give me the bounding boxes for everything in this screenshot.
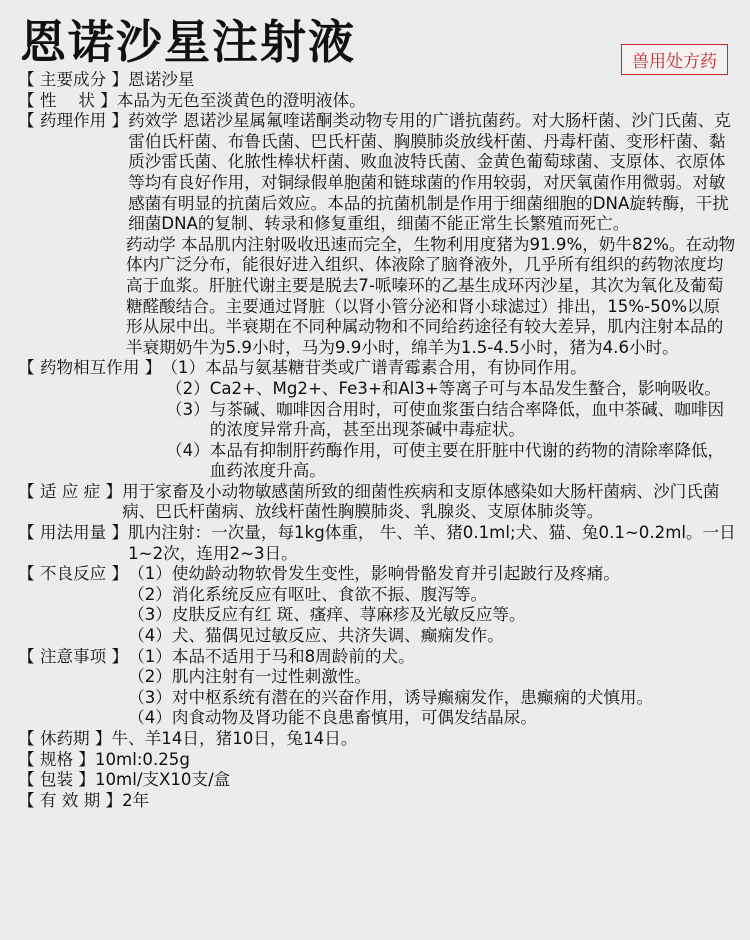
section-validity bbox=[18, 791, 736, 812]
item-text: 本品不适用于马和8周龄前的犬。 bbox=[171, 646, 415, 666]
pharmacology-label: 【 药理作用 】 bbox=[18, 111, 129, 131]
adverse-item bbox=[128, 585, 736, 606]
package-label: 【 包装 】 bbox=[18, 770, 95, 790]
interaction-item bbox=[166, 400, 736, 441]
pharmacokinetics-text: 药动学 本品肌内注射吸收迅速而完全，生物利用度猪为91.9%，奶牛82%。在动物体内广泛分布，能很好进入组织、体液除了脑脊液外，几乎所有组织的药物浓度均高于血浆。肝脏代谢主要是脱去7-哌嗪环的乙基生成环丙沙星，其次为氧化及葡萄糖醛酸结合。主要通过肾脏（以肾小管分泌和肾小球滤过）排出，15%-50%以原形从尿中出。半衰期在不同种属动物和不同给药途径有较大差异，肌内注射本品的半衰期奶牛为5.9小时，马为9.9小时，绵羊为1.5-4.5小时，猪为4.6小时。 bbox=[126, 234, 736, 357]
indication-label: 【 适 应 症 】 bbox=[18, 481, 123, 501]
dosage-label: 【 用法用量 】 bbox=[18, 523, 129, 543]
adverse-item bbox=[128, 605, 736, 626]
interaction-item bbox=[166, 441, 736, 482]
instructions bbox=[18, 70, 736, 811]
item-number: （3） bbox=[128, 605, 172, 625]
spec-text: 10ml:0.25g bbox=[94, 749, 190, 769]
item-number: （2） bbox=[166, 378, 210, 398]
item-number: （1） bbox=[128, 646, 172, 666]
adverse-items bbox=[128, 564, 736, 646]
item-number: （4） bbox=[166, 440, 210, 460]
section-ingredient bbox=[18, 70, 736, 91]
item-text: 本品有抑制肝药酶作用，可使主要在肝脏中代谢的药物的清除率降低，血药浓度升高。 bbox=[209, 440, 725, 481]
validity-label: 【 有 效 期 】 bbox=[18, 790, 123, 810]
adverse-label: 【 不良反应 】 bbox=[18, 564, 129, 584]
item-number: （1） bbox=[128, 564, 172, 584]
item-number: （1） bbox=[161, 358, 206, 378]
item-number: （2） bbox=[128, 584, 172, 604]
item-text: 使幼龄动物软骨发生变性，影响骨骼发育并引起跛行及疼痛。 bbox=[171, 564, 620, 584]
section-precaution bbox=[18, 647, 736, 729]
item-text: 犬、猫偶见过敏反应、共济失调、癫痫发作。 bbox=[171, 626, 504, 646]
item-text: 肉食动物及肾功能不良患畜慎用，可偶发结晶尿。 bbox=[171, 708, 537, 728]
interaction-item bbox=[161, 358, 736, 379]
interaction-items-cont bbox=[18, 379, 736, 482]
section-property bbox=[18, 91, 736, 112]
section-spec bbox=[18, 750, 736, 771]
section-adverse bbox=[18, 564, 736, 646]
withdrawal-label: 【 休药期 】 bbox=[18, 729, 112, 748]
package-text: 10ml/支X10支/盒 bbox=[94, 770, 231, 790]
precaution-item bbox=[128, 708, 736, 729]
interaction-items bbox=[161, 358, 736, 379]
ingredient-text: 恩诺沙星 bbox=[128, 70, 195, 89]
item-text: Ca2+、Mg2+、Fe3+和Al3+等离子可与本品发生螯合，影响吸收。 bbox=[209, 378, 721, 398]
section-indication bbox=[18, 482, 736, 523]
item-text: 本品与氨基糖苷类或广谱青霉素合用，有协同作用。 bbox=[205, 358, 587, 378]
section-dosage bbox=[18, 523, 736, 564]
spec-label: 【 规格 】 bbox=[18, 749, 95, 769]
item-text: 皮肤反应有红 斑、瘙痒、荨麻疹及光敏反应等。 bbox=[171, 605, 526, 625]
item-number: （3） bbox=[166, 399, 210, 419]
section-package bbox=[18, 770, 736, 791]
pharmacodynamics-text: 药效学 恩诺沙星属氟喹诺酮类动物专用的广谱抗菌药。对大肠杆菌、沙门氏菌、克雷伯氏杆菌、布鲁氏菌、巴氏杆菌、胸膜肺炎放线杆菌、丹毒杆菌、变形杆菌、黏质沙雷氏菌、化脓性棒状杆菌、败血波特氏菌、金黄色葡萄球菌、支原体、衣原体等均有良好作用，对铜绿假单胞菌和链球菌的作用较弱，对厌氧菌作用微弱。对敏感菌有明显的抗菌后效应。本品的抗菌机制是作用于细菌细胞的DNA旋转酶，干扰细菌DNA的复制、转录和修复重组，细菌不能正常生长繁殖而死亡。 bbox=[128, 111, 731, 234]
precaution-label: 【 注意事项 】 bbox=[18, 646, 129, 666]
precaution-item bbox=[128, 647, 736, 668]
item-text: 肌内注射有一过性刺激性。 bbox=[171, 667, 371, 687]
ingredient-label: 【 主要成分 】 bbox=[18, 70, 129, 89]
section-interaction bbox=[18, 358, 736, 379]
precaution-items bbox=[128, 647, 736, 729]
item-number: （3） bbox=[128, 687, 172, 707]
precaution-item bbox=[128, 667, 736, 688]
item-number: （2） bbox=[128, 667, 172, 687]
product-title: 恩诺沙星注射液 bbox=[20, 15, 356, 69]
validity-text: 2年 bbox=[122, 790, 150, 810]
precaution-item bbox=[128, 688, 736, 709]
indication-text: 用于家畜及小动物敏感菌所致的细菌性疾病和支原体感染如大肠杆菌病、沙门氏菌病、巴氏杆菌病、放线杆菌性胸膜肺炎、乳腺炎、支原体肺炎等。 bbox=[122, 481, 720, 522]
adverse-item bbox=[128, 564, 736, 585]
item-number: （4） bbox=[128, 626, 172, 646]
section-withdrawal bbox=[18, 729, 736, 750]
item-number: （4） bbox=[128, 708, 172, 728]
pharmacology-body bbox=[128, 111, 736, 235]
section-pharmacology bbox=[18, 111, 736, 235]
item-text: 与茶碱、咖啡因合用时，可使血浆蛋白结合率降低，血中茶碱、咖啡因的浓度异常升高，甚至出现茶碱中毒症状。 bbox=[209, 399, 725, 440]
withdrawal-text: 牛、羊14日，猪10日，兔14日。 bbox=[111, 729, 358, 748]
property-label: 【 性 状 】 bbox=[18, 90, 117, 110]
property-text: 本品为无色至淡黄色的澄明液体。 bbox=[116, 90, 366, 110]
interaction-label: 【 药物相互作用 】 bbox=[18, 358, 162, 378]
prescription-badge: 兽用处方药 bbox=[621, 44, 728, 75]
dosage-text: 肌内注射：一次量，每1kg体重， 牛、羊、猪0.1ml;犬、猫、兔0.1~0.2ml。一日1~2次，连用2~3日。 bbox=[128, 523, 736, 563]
item-text: 对中枢系统有潜在的兴奋作用，诱导癫痫发作，患癫痫的犬慎用。 bbox=[171, 687, 654, 707]
interaction-item bbox=[166, 379, 736, 400]
adverse-item bbox=[128, 626, 736, 647]
item-text: 消化系统反应有呕吐、食欲不振、腹泻等。 bbox=[171, 584, 488, 604]
